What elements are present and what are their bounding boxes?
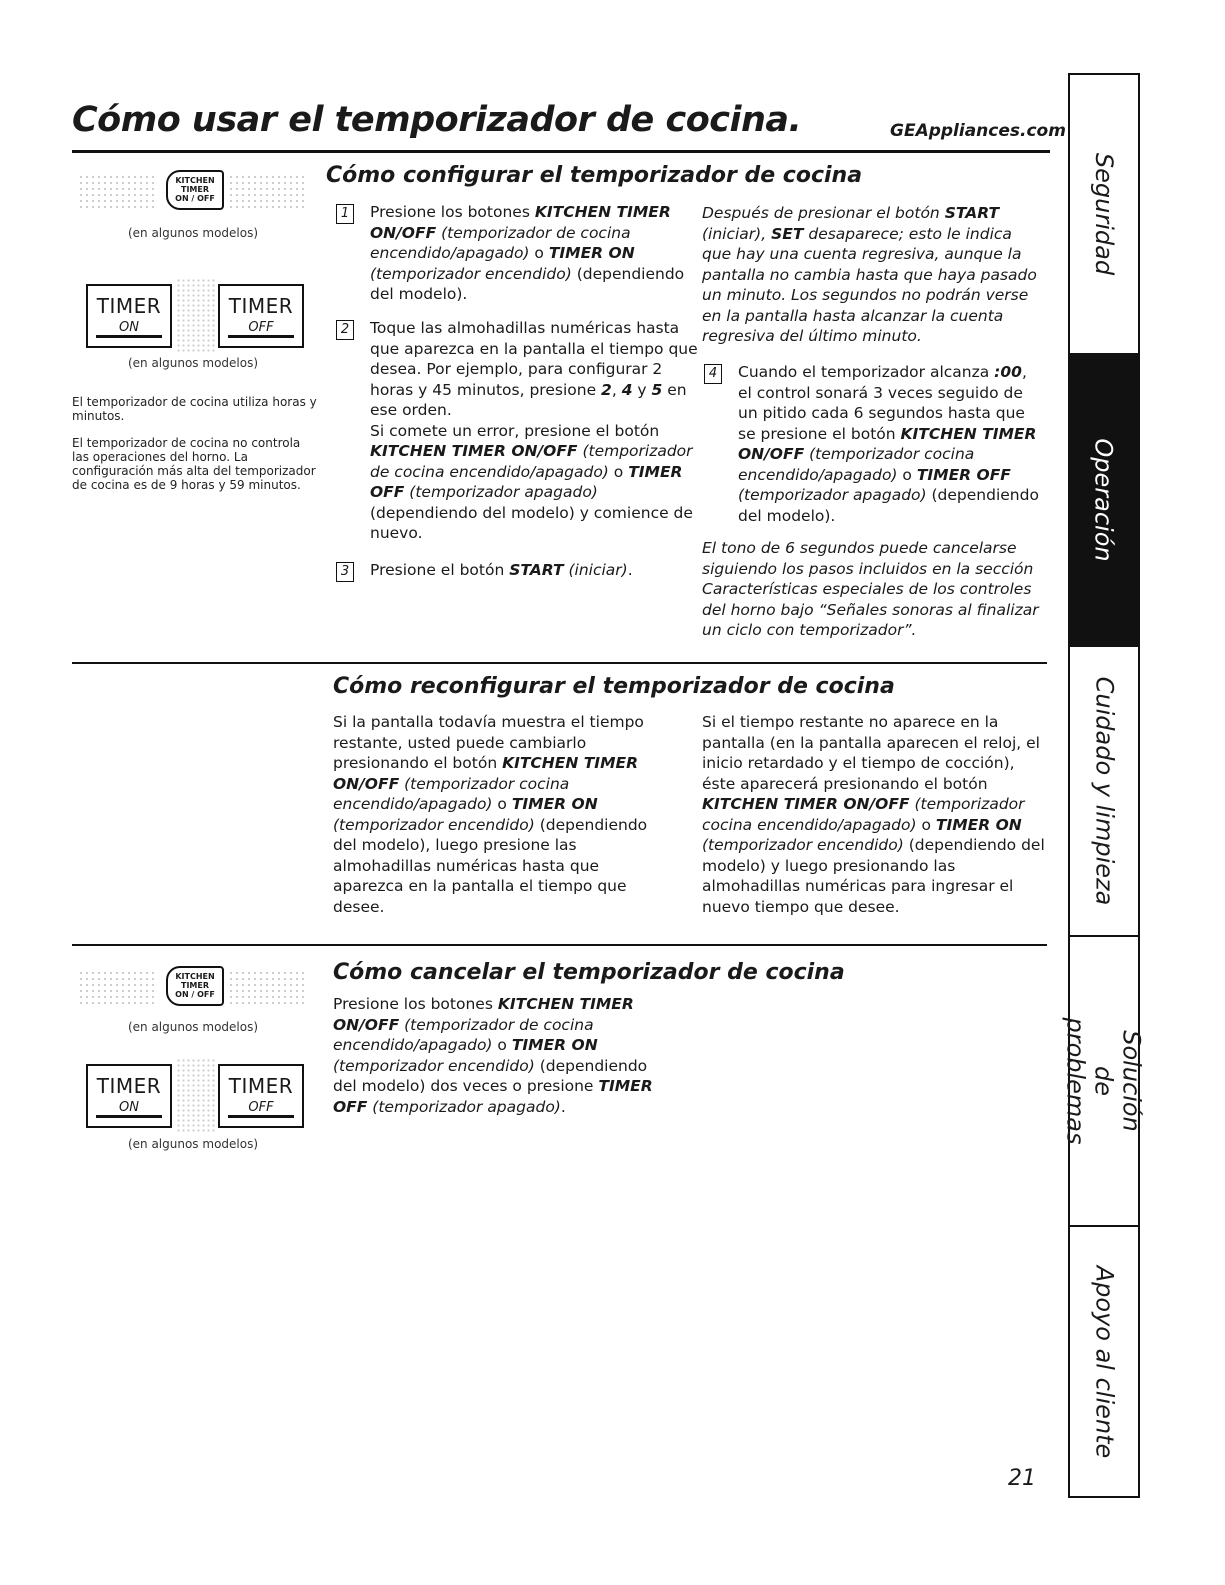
section-divider — [72, 944, 1047, 946]
page-title: Cómo usar el temporizador de cocina. — [72, 100, 802, 140]
step-4: 4 Cuando el temporizador alcanza :00, el control sonará 3 veces seguido de un pitido cada 6 segundos hasta que se presione el botón KITCHEN TIMER ON/OFF (temporizador cocina encendido/apagado) o TIMER OFF (temporizador apagado) (dependiendo del modelo). — [704, 362, 1044, 526]
tab-label: Cuidado y limpieza — [1090, 676, 1118, 906]
step-number: 1 — [336, 204, 354, 224]
tab-operacion[interactable] — [1070, 355, 1138, 647]
kitchen-timer-key-illustration — [78, 168, 308, 218]
kitchen-timer-key: KITCHEN TIMER ON / OFF — [166, 170, 224, 210]
step-2: 2 Toque las almohadillas numéricas hasta que aparezca en la pantalla el tiempo que desea. Por ejemplo, para configurar 2 horas y 45 minutos, presione 2, 4 y 5 en ese orden. Si comete un error, presione el botón KITCHEN TIMER ON/OFF (temporizador de cocina encendido/apagado) o TIMER OFF (temporizador apagado) (dependiendo del modelo) y comience de nuevo. — [336, 318, 700, 544]
section-heading-set: Cómo configurar el temporizador de cocina — [326, 163, 863, 188]
timer-keys-illustration — [86, 1064, 316, 1134]
caption: (en algunos modelos) — [127, 1137, 259, 1151]
step-number: 4 — [704, 364, 722, 384]
kitchen-timer-key-illustration — [78, 964, 308, 1014]
section-heading-reset: Cómo reconfigurar el temporizador de cocina — [333, 674, 895, 699]
tab-label: Operación — [1090, 438, 1119, 562]
step-1: 1 Presione los botones KITCHEN TIMER ON/OFF (temporizador de cocina encendido/apagado) o TIMER ON (temporizador encendido) (dependiendo del modelo). — [336, 202, 700, 305]
header-rule — [72, 150, 1050, 153]
site-url: GEAppliances.com — [890, 121, 1066, 141]
caption: (en algunos modelos) — [127, 226, 259, 240]
page-number: 21 — [1008, 1466, 1036, 1491]
timer-off-key: TIMER OFF — [218, 1064, 304, 1128]
section-divider — [72, 662, 1047, 664]
section-heading-cancel: Cómo cancelar el temporizador de cocina — [333, 960, 845, 985]
tab-label: Solución de problemas — [1062, 1017, 1147, 1145]
caption: (en algunos modelos) — [127, 1020, 259, 1034]
timer-keys-illustration — [86, 284, 316, 354]
tab-label: Seguridad — [1090, 152, 1118, 276]
cancel-text: Presione los botones KITCHEN TIMER ON/OFF (temporizador de cocina encendido/apagado) o TIMER ON (temporizador encendido) (dependiendo del modelo) dos veces o presione TIMER OFF (temporizador apagado). — [333, 995, 653, 1116]
reset-text-right: Si el tiempo restante no aparece en la pantalla (en la pantalla aparecen el reloj, el inicio retardado y el tiempo de cocción), éste aparecerá presionando el botón KITCHEN TIMER ON/OFF (temporizador cocina encendido/apagado) o TIMER ON (temporizador encendido) (dependiendo del modelo) y luego presionando las almohadillas numéricas para ingresar el nuevo tiempo que desee. — [702, 713, 1045, 916]
timer-on-key: TIMER ON — [86, 284, 172, 348]
tab-apoyo-cliente[interactable] — [1070, 1227, 1138, 1496]
section-tabs — [1062, 73, 1147, 1498]
step-3: 3 Presione el botón START (iniciar). — [336, 560, 700, 581]
timer-off-key: TIMER OFF — [218, 284, 304, 348]
side-note: El temporizador de cocina utiliza horas y minutos. — [72, 395, 317, 423]
set-note-1: Después de presionar el botón START (iniciar), SET desaparece; esto le indica que hay una cuenta regresiva, aunque la pantalla no cambia hasta que haya pasado un minuto. Los segundos no podrán verse en la pantalla hasta alcanzar la cuenta regresiva del último minuto. — [702, 204, 1037, 345]
kitchen-timer-key: KITCHEN TIMER ON / OFF — [166, 966, 224, 1006]
tab-cuidado-limpieza[interactable] — [1070, 647, 1138, 937]
step-number: 3 — [336, 562, 354, 582]
tab-seguridad[interactable] — [1070, 75, 1138, 355]
caption: (en algunos modelos) — [127, 356, 259, 370]
tab-label: Apoyo al cliente — [1090, 1265, 1119, 1458]
side-note: El temporizador de cocina no controla las operaciones del horno. La configuración más alta del temporizador de cocina es de 9 horas y 59 minutos. — [72, 436, 316, 492]
timer-on-key: TIMER ON — [86, 1064, 172, 1128]
set-note-2: El tono de 6 segundos puede cancelarse siguiendo los pasos incluidos en la sección Características especiales de los controles del horno bajo “Señales sonoras al finalizar un ciclo con temporizador”. — [702, 539, 1039, 639]
reset-text-left: Si la pantalla todavía muestra el tiempo restante, usted puede cambiarlo presionando el botón KITCHEN TIMER ON/OFF (temporizador cocina encendido/apagado) o TIMER ON (temporizador encendido) (dependiendo del modelo), luego presione las almohadillas numéricas hasta que aparezca en la pantalla el tiempo que desee. — [333, 713, 648, 916]
tab-solucion-problemas[interactable] — [1062, 937, 1147, 1227]
step-number: 2 — [336, 320, 354, 340]
